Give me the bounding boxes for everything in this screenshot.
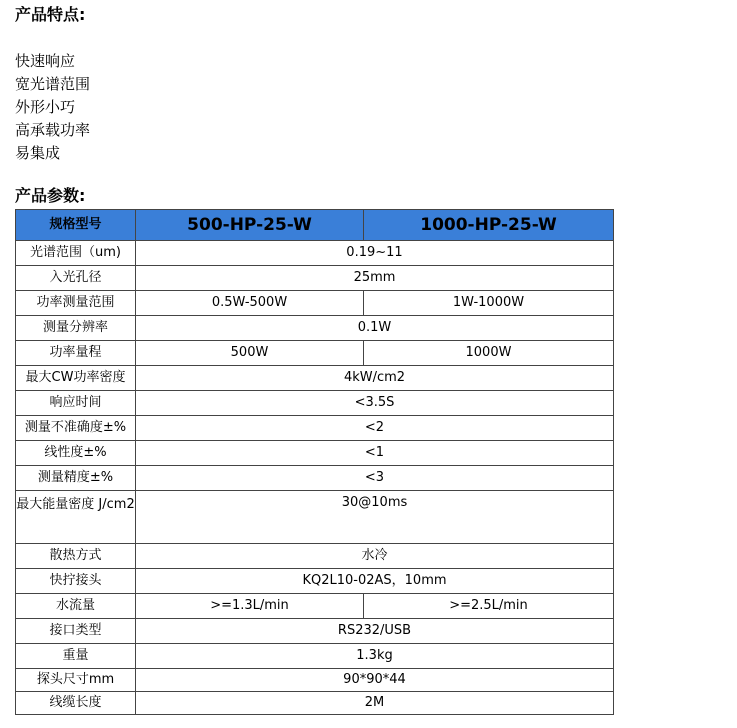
table-row bbox=[16, 594, 614, 619]
table-header-row bbox=[16, 210, 614, 241]
row-label-cell: 最大CW功率密度 bbox=[16, 366, 136, 391]
table-row bbox=[16, 669, 614, 692]
feature-item: 快速响应 bbox=[15, 52, 76, 70]
feature-item: 宽光谱范围 bbox=[15, 75, 91, 93]
row-label-cell: 测量分辨率 bbox=[16, 316, 136, 341]
row-value-cell: 0.5W-500W bbox=[136, 291, 364, 316]
row-value-cell: 水冷 bbox=[136, 544, 614, 569]
row-value-cell: >=2.5L/min bbox=[364, 594, 614, 619]
row-value-cell: RS232/USB bbox=[136, 619, 614, 644]
row-value-cell: >=1.3L/min bbox=[136, 594, 364, 619]
features-list bbox=[15, 50, 90, 165]
params-heading: 产品参数: bbox=[15, 186, 86, 205]
row-label-cell: 线性度±% bbox=[16, 441, 136, 466]
row-value-cell: <3 bbox=[136, 466, 614, 491]
table-row bbox=[16, 619, 614, 644]
table-row bbox=[16, 266, 614, 291]
row-label-cell: 探头尺寸mm bbox=[16, 669, 136, 692]
row-value-cell: 1000W bbox=[364, 341, 614, 366]
row-value-cell: 90*90*44 bbox=[136, 669, 614, 692]
row-value-cell: 4kW/cm2 bbox=[136, 366, 614, 391]
row-label-cell: 响应时间 bbox=[16, 391, 136, 416]
row-value-cell: KQ2L10-02AS，10mm bbox=[136, 569, 614, 594]
row-value-cell: 1W-1000W bbox=[364, 291, 614, 316]
row-label-cell: 重量 bbox=[16, 644, 136, 669]
row-value-cell: 0.1W bbox=[136, 316, 614, 341]
row-value-cell: <2 bbox=[136, 416, 614, 441]
row-label-cell: 散热方式 bbox=[16, 544, 136, 569]
row-value-cell: <1 bbox=[136, 441, 614, 466]
row-value-cell: 1.3kg bbox=[136, 644, 614, 669]
table-row bbox=[16, 569, 614, 594]
table-row bbox=[16, 291, 614, 316]
row-label-cell: 功率量程 bbox=[16, 341, 136, 366]
row-label-cell: 测量不准确度±% bbox=[16, 416, 136, 441]
table-row bbox=[16, 466, 614, 491]
row-label-cell: 测量精度±% bbox=[16, 466, 136, 491]
table-row bbox=[16, 316, 614, 341]
row-label-cell: 最大能量密度 J/cm2 bbox=[16, 491, 136, 544]
table-row bbox=[16, 416, 614, 441]
table-row bbox=[16, 544, 614, 569]
row-label-cell: 光谱范围（um) bbox=[16, 241, 136, 266]
row-value-cell: 25mm bbox=[136, 266, 614, 291]
row-value-cell: 500W bbox=[136, 341, 364, 366]
header-model-cell: 1000-HP-25-W bbox=[364, 210, 614, 241]
row-label-cell: 线缆长度 bbox=[16, 692, 136, 715]
feature-item: 外形小巧 bbox=[15, 98, 76, 116]
header-label-cell: 规格型号 bbox=[16, 210, 136, 241]
feature-item: 高承载功率 bbox=[15, 121, 91, 139]
table-row bbox=[16, 491, 614, 544]
table-row bbox=[16, 391, 614, 416]
row-label-cell: 水流量 bbox=[16, 594, 136, 619]
row-value-cell: 0.19~11 bbox=[136, 241, 614, 266]
row-label-cell: 功率测量范围 bbox=[16, 291, 136, 316]
row-label-cell: 快拧接头 bbox=[16, 569, 136, 594]
features-heading: 产品特点: bbox=[15, 5, 86, 24]
table-row bbox=[16, 241, 614, 266]
row-value-cell: 2M bbox=[136, 692, 614, 715]
feature-item: 易集成 bbox=[15, 144, 61, 162]
row-label-cell: 接口类型 bbox=[16, 619, 136, 644]
table-row bbox=[16, 644, 614, 669]
header-model-cell: 500-HP-25-W bbox=[136, 210, 364, 241]
table-row bbox=[16, 366, 614, 391]
spec-table bbox=[15, 209, 614, 715]
row-value-cell: <3.5S bbox=[136, 391, 614, 416]
table-row bbox=[16, 341, 614, 366]
row-value-cell: 30@10ms bbox=[136, 491, 614, 544]
table-row bbox=[16, 441, 614, 466]
table-row bbox=[16, 692, 614, 715]
row-label-cell: 入光孔径 bbox=[16, 266, 136, 291]
